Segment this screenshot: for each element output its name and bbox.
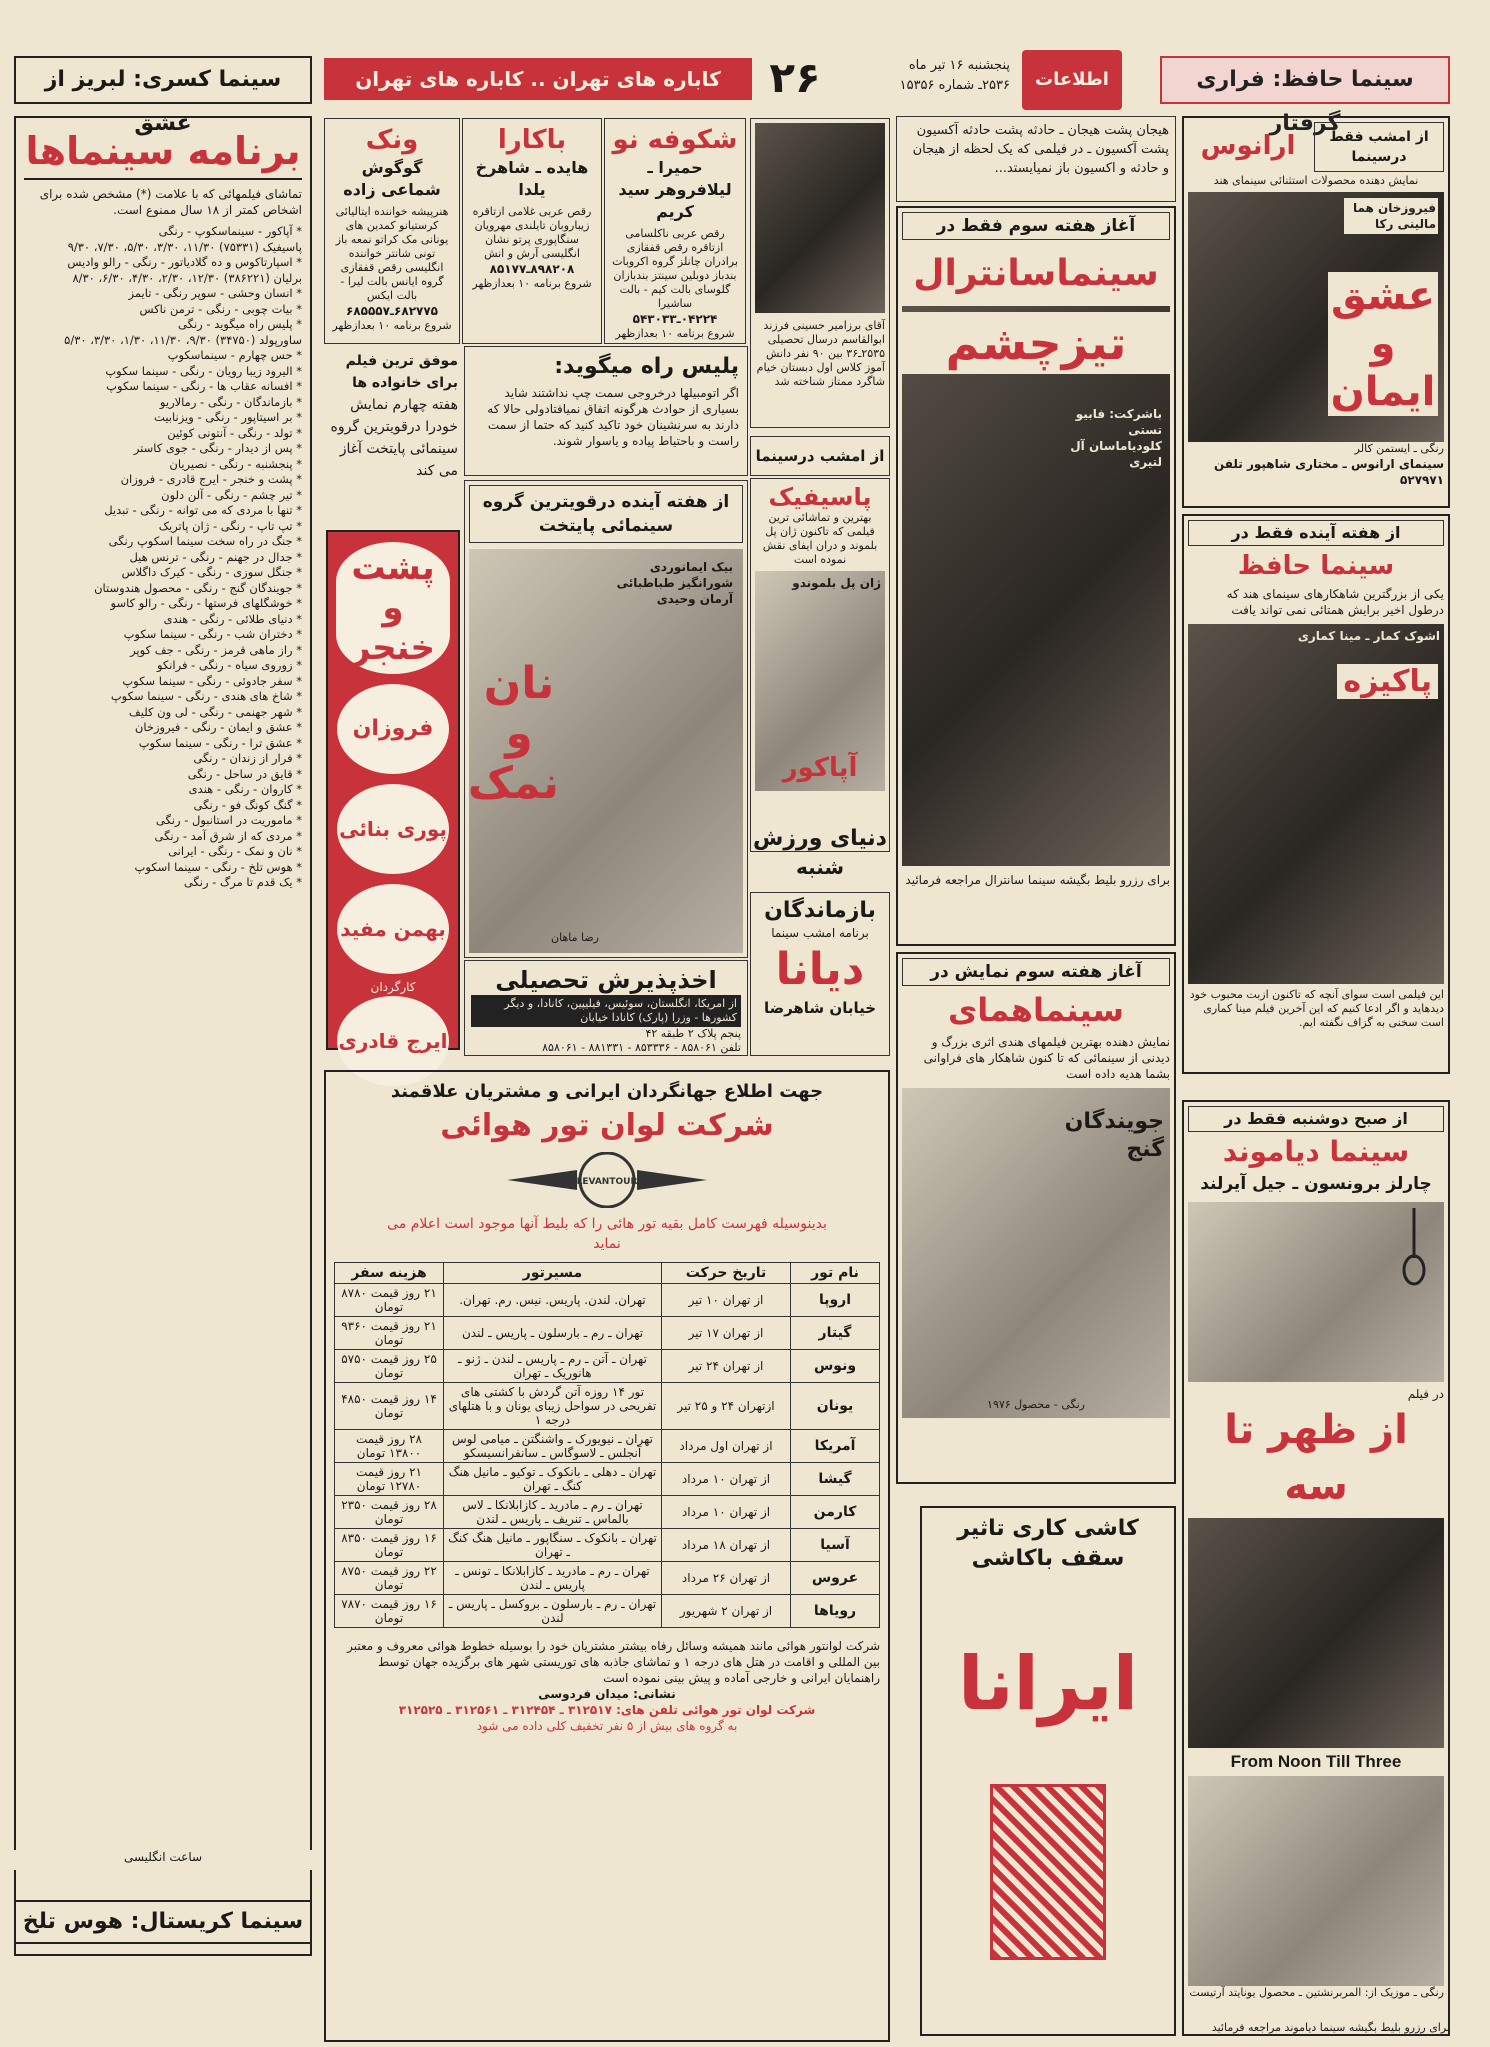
schedule-row: * انسان وحشی - سوپر رنگی - تایمز <box>128 286 302 300</box>
sport-sub: شنبه <box>795 855 845 879</box>
tour-cell-name: گیشا <box>791 1463 880 1496</box>
schedule-footer-text: ساعت انگلیسی <box>123 1850 203 1864</box>
schedule-row: * شاخ های هندی - رنگی - سینما سکوپ <box>110 689 302 703</box>
hafez-poster <box>1188 624 1444 984</box>
schedule-row: * ماموریت در استانبول - رنگی <box>155 813 302 827</box>
admission-body: از امریکا، انگلستان، سوئیس، فیلیپین، کانادا، و دیگر کشورها - وزرا (پارک) کانادا خیابان <box>471 995 741 1027</box>
schedule-row: * دنیای طلائی - رنگی - هندی <box>163 611 302 626</box>
tour-cell-date: از تهران ۱۸ مرداد <box>662 1529 791 1562</box>
diamond-credit: رنگی ـ موزیک از: المربرنشتین ـ محصول یونایتد آرتیست <box>1189 1986 1444 1999</box>
tour-cell-date: از تهران ۱۰ مرداد <box>662 1496 791 1529</box>
cabaret-stars: گوگوش شماعی زاده <box>343 158 441 199</box>
pasifik-star: ژان پل بلموندو <box>792 576 881 590</box>
paytakht-film: نان و نمک <box>467 658 559 809</box>
levantour-ad <box>324 1070 890 2042</box>
admission-hours: پنجم پلاک ۲ طبقه ۴۲ <box>645 1027 741 1040</box>
schedule-row: * گنگ کونگ فو - رنگی <box>193 797 302 812</box>
central-intro <box>896 116 1176 202</box>
homa-film: جویندگان گنج <box>1064 1109 1164 1162</box>
cabaret-baccara <box>462 118 602 344</box>
paytakht-title: از هفته آینده درقویترین گروه سینمائی پایتخت <box>469 485 743 543</box>
tour-cell-cost: ۲۱ روز قیمت ۹۳۶۰ تومان <box>335 1317 444 1350</box>
diana-cinema: دیانا <box>775 944 865 995</box>
schedule-row: * الیرود زیبا رویان - رنگی - سینما سکوپ <box>105 363 302 378</box>
diamond-poster-mid <box>1188 1518 1444 1748</box>
hero-ad-panel <box>326 530 460 1053</box>
page-number <box>760 48 830 108</box>
tour-row <box>335 1350 880 1383</box>
sport-title: دنیای ورزش <box>753 826 887 851</box>
hero-ad-title: موفق ترین فیلم برای خانواده ها <box>345 353 458 391</box>
schedule-row: * خوشگلهای فرستها - رنگی - رالو کاسو <box>110 596 302 610</box>
tour-cell-name: یونان <box>791 1383 880 1430</box>
tour-cell-route: تهران. لندن. پاریس. نیس. رم. تهران. <box>444 1284 662 1317</box>
schedule-title: برنامه سینماها <box>24 124 302 180</box>
diamond-stars: چارلز برونسون ـ جیل آیرلند <box>1200 1174 1432 1194</box>
left-banner-text: سینما کسری: لبریز از عشق <box>44 67 282 136</box>
sport-ad <box>750 824 890 890</box>
hafez-cinema: سینما حافظ <box>1237 551 1395 581</box>
pasifik-header: از امشب درسینما <box>755 447 885 465</box>
tour-cell-route: تهران ـ دهلی ـ بانکوک ـ توکیو ـ مانیل هنگ کنگ ـ تهران <box>444 1463 662 1496</box>
diamond-cinema: سینما دیاموند <box>1222 1135 1410 1168</box>
cabaret-banner-text: کاباره های تهران .. کاباره های تهران <box>355 67 721 91</box>
central-stars: باشرکت: فابیو تستی کلودیاماسان آل لتیری <box>1070 407 1162 469</box>
cabaret-phone: ۸۹۸۲۰۸ـ۸۵۱۷۷ <box>489 262 575 276</box>
tour-cell-route: تهران ـ نیویورک ـ واشنگتن ـ میامی لوس آنجلس ـ لاسوگاس ـ سانفرانسیسکو <box>444 1430 662 1463</box>
diamond-header: از صبح دوشنبه فقط در <box>1188 1106 1444 1132</box>
tour-row <box>335 1529 880 1562</box>
police-body: اگر اتومبیلها درخروجی سمت چپ نداشتند شاید بسیاری از حوادث هرگونه اتفاق نمیافتادولی حالا که دارند به سرنشینان خود تاکید کنید که حتما از سمت راست و باحتیاط پیاده و یاسوار شوند. <box>487 386 739 448</box>
date-line: پنجشنبه ۱۶ تیر ماه <box>908 58 1010 73</box>
hero-star-name: پوری بنائی <box>339 817 447 841</box>
tour-col-name: نام تور <box>791 1263 880 1284</box>
tour-list-line: بدینوسیله فهرست کامل بقیه تور هائی را که بلیط آنها موجود است اعلام می نماید <box>387 1216 827 1252</box>
tour-table-header <box>335 1263 880 1284</box>
tour-row <box>335 1317 880 1350</box>
hero-ad-text <box>324 346 462 528</box>
tour-cell-date: از تهران ۲۶ مرداد <box>662 1562 791 1595</box>
tour-col-route: مسیرتور <box>444 1263 662 1284</box>
schedule-row: * کاروان - رنگی - هندی <box>188 782 302 796</box>
hafez-film: پاکیزه <box>1337 664 1438 699</box>
paytakht-credit: رضا ماهان <box>551 931 599 944</box>
tour-cell-name: آمریکا <box>791 1430 880 1463</box>
left-banner <box>14 56 312 136</box>
diana-ad <box>750 892 890 1056</box>
tour-cell-date: از تهران ۲۴ تیر <box>662 1350 791 1383</box>
schedule-row: * اسپارتاکوس و ده گلادیاتور - رنگی - رالو وادیس <box>67 255 302 269</box>
schedule-row: * عشق ترا - رنگی - سینما سکوپ <box>138 735 302 750</box>
student-photo <box>755 123 885 313</box>
schedule-row: ساورپولد (۳۴۷۵۰) ۹/۳۰، ۱۱/۳۰، ۱/۳۰، ۳/۳۰، ۵/۳۰ <box>64 332 302 347</box>
tour-cell-route: تهران ـ رم ـ بارسلون ـ پاریس ـ لندن <box>444 1317 662 1350</box>
paytakht-poster <box>469 549 743 953</box>
tour-row <box>335 1496 880 1529</box>
diamond-ad <box>1182 1100 1450 2036</box>
aranus-poster <box>1188 192 1444 442</box>
diana-address: خیابان شاهرضا <box>763 999 877 1017</box>
tour-cell-route: تهران ـ رم ـ مادرید ـ کازابلانکا ـ لاس بالماس ـ تنریف ـ پاریس ـ لندن <box>444 1496 662 1529</box>
cabaret-stars: هایده ـ شاهرخ یلدا <box>475 158 589 199</box>
central-film: تیزچشم <box>902 312 1170 374</box>
hero-star-name: بهمن مفید <box>340 917 446 941</box>
tour-cell-name: ونوس <box>791 1350 880 1383</box>
issue-line: ۲۵۳۶ـ شماره ۱۵۳۵۶ <box>899 78 1010 93</box>
hero-star-2 <box>337 784 449 874</box>
tour-cell-cost: ۱۴ روز قیمت ۴۸۵۰ تومان <box>335 1383 444 1430</box>
pasifik-ad <box>750 436 890 476</box>
homa-body: نمایش دهنده بهترین فیلمهای هندی اثری بزرگ و دیدنی از سینمائی که تا کنون شاهکار های فراوانی بشما هدیه داده است <box>923 1035 1170 1081</box>
pasifik-poster-ad <box>750 478 890 852</box>
diamond-pre-title: در فیلم <box>1407 1387 1444 1401</box>
schedule-row: * دختران شب - رنگی - سینما سکوپ <box>123 627 302 641</box>
schedule-row: * سفر جادوئی - رنگی - سینما سکوپ <box>122 673 302 688</box>
kashi-ad <box>920 1506 1176 2036</box>
cabaret-time: شروع برنامه ۱۰ بعدازظهر <box>472 277 592 290</box>
cabaret-shokufe <box>604 118 746 344</box>
cabaret-time: شروع برنامه ۱۰ بعدازظهر <box>332 319 452 332</box>
tour-cell-route: تور ۱۴ روزه آتن گردش با کشتی های تفریحی در سواحل زیبای یونان و با هتلهای درجه ۱ <box>444 1383 662 1430</box>
police-title: پلیس راه میگوید: <box>554 354 739 379</box>
tour-row <box>335 1595 880 1628</box>
pasifik-film: آپاکور <box>782 753 858 783</box>
tour-cell-name: آسیا <box>791 1529 880 1562</box>
schedule-row: * جدال در جهنم - رنگی - ترنس هیل <box>129 549 302 564</box>
aranus-ad <box>1182 116 1450 508</box>
cabaret-time: شروع برنامه ۱۰ بعدازظهر <box>615 327 735 340</box>
paytakht-stars: بیک ایمانوردی شورانگیز طباطبائی آرمان وحیدی <box>616 560 733 606</box>
diana-title: بازماندگان <box>764 898 876 923</box>
tour-cell-cost: ۲۵ روز قیمت ۵۷۵۰ تومان <box>335 1350 444 1383</box>
logo <box>1022 50 1122 110</box>
tour-cell-date: از تهران ۱۰ تیر <box>662 1284 791 1317</box>
schedule-row: * قایق در ساحل - رنگی <box>187 766 302 781</box>
tour-cell-name: اروپا <box>791 1284 880 1317</box>
tour-table <box>334 1262 880 1628</box>
diana-sub: برنامه امشب سینما <box>771 926 869 940</box>
tour-cell-route: تهران ـ رم ـ بارسلون ـ بروکسل ـ پاریس ـ لندن <box>444 1595 662 1628</box>
aranus-header: از امشب فقط درسینما <box>1314 122 1444 172</box>
kashi-brand: ایرانا <box>957 1641 1139 1727</box>
cabaret-name: شکوفه نو <box>612 125 738 155</box>
schedule-row: * آپاکور - سینماسکوپ - رنگی <box>158 224 302 238</box>
schedule-row: * بیات چوبی - رنگی - ترمن ناکس <box>139 301 302 316</box>
schedule-list <box>24 224 302 891</box>
tour-cell-name: عروس <box>791 1562 880 1595</box>
schedule-footer-banner <box>14 1900 312 1944</box>
schedule-row: * پس از دیدار - رنگی - جوی کاستر <box>133 441 302 455</box>
schedule-row: * شهر جهنمی - رنگی - لی ون کلیف <box>128 704 302 719</box>
tour-cell-cost: ۲۱ روز قیمت ۸۷۸۰ تومان <box>335 1284 444 1317</box>
schedule-row: * تپ تاپ - رنگی - ژان پاتریک <box>158 518 302 533</box>
cabaret-stars: حمیرا ـ لیلافروهر سید کریم <box>618 158 732 221</box>
hero-star-3 <box>337 884 449 974</box>
homa-poster <box>902 1088 1170 1418</box>
tour-table-body <box>335 1284 880 1628</box>
central-ad <box>896 206 1176 946</box>
tour-cell-cost: ۱۶ روز قیمت ۸۳۵۰ تومان <box>335 1529 444 1562</box>
aranus-film: عشق و ایمان <box>1328 272 1438 416</box>
kashi-title: کاشی کاری تاثیر سقف باکاشی <box>957 1516 1139 1571</box>
tour-intro: جهت اطلاع جهانگردان ایرانی و مشتریان علاقمند <box>390 1081 824 1102</box>
schedule-row: * پنجشنبه - رنگی - نصیریان <box>169 456 302 471</box>
cabaret-details: رقص عربی غلامی ازتاقره زیباروبان تایلندی مهرویان سنگاپوری پرتو نشان انگلیسی آرش و انش <box>472 205 592 260</box>
hero-star-1 <box>337 684 449 774</box>
schedule-row: * تنها با مردی که می توانه - رنگی - تبدیل <box>104 503 302 517</box>
paytakht-ad <box>464 480 748 958</box>
central-footer: برای رزرو بلیط بگیشه سینما سانترال مراجعه فرمائید <box>905 873 1170 887</box>
tour-wings-icon <box>507 1152 707 1208</box>
tour-emblem-text: LEVANTOUR <box>576 1177 638 1187</box>
tour-cell-cost: ۱۶ روز قیمت ۷۸۷۰ تومان <box>335 1595 444 1628</box>
homa-credit: رنگی - محصول ۱۹۷۶ <box>987 1398 1085 1411</box>
logo-text: اطلاعات <box>1035 69 1109 90</box>
homa-ad <box>896 952 1176 1484</box>
tour-discount: به گروه های بیش از ۵ نفر تخفیف کلی داده می شود <box>476 1719 738 1733</box>
tour-row <box>335 1284 880 1317</box>
tour-row <box>335 1430 880 1463</box>
hero-director-label: کارگردان <box>370 980 416 994</box>
schedule-row: * مردی که از شرق آمد - رنگی <box>154 828 302 843</box>
hafez-body: یکی از بزرگترین شاهکارهای سینمای هند که درطول اخیر برایش همتائی نمی تواند یافت <box>1226 587 1444 617</box>
tour-cell-date: از تهران ۱۰ مرداد <box>662 1463 791 1496</box>
diamond-english: From Noon Till Three <box>1230 1752 1402 1771</box>
tour-cell-route: تهران ـ بانکوک ـ سنگاپور ـ مانیل هنگ کنگ ـ تهران <box>444 1529 662 1562</box>
kashi-door <box>990 1784 1106 1960</box>
pasifik-poster <box>755 571 885 791</box>
student-caption: آقای برزامیر حسینی فرزند ابوالقاسم درسال تحصیلی ۲۵۳۵ـ۳۶ بین ۹۰ نفر دانش آموز کلاس اول دبستان خیام شاگرد ممتاز شناخته شد <box>756 319 885 388</box>
date-block <box>840 56 1010 104</box>
tour-cell-route: تهران ـ رم ـ مادرید ـ کازابلانکا ـ تونس ـ پاریس ـ لندن <box>444 1562 662 1595</box>
schedule-intro: تماشای فیلمهائی که با علامت (*) مشخص شده برای اشخاص کمتر از ۱۸ سال ممنوع است. <box>39 187 302 217</box>
hero-star-name: فروزان <box>352 716 434 741</box>
central-cinema: سینماسانترال <box>913 253 1159 294</box>
tour-cell-date: از تهران اول مرداد <box>662 1430 791 1463</box>
pasifik-body: بهترین و تماشائی ترین فیلمی که تاکنون ژان پل بلموند و دران ایفای نقش نموده است <box>762 511 878 566</box>
cabaret-details: هنرپیشه خواننده ایتالیائی کرستیانو کمدین های یونانی مک کراتو نمعه باز تونی شانتر خواننده انگلیسی رقص قفقازی گروه ایانس بالت لیرا - بالت ایکس <box>335 205 449 302</box>
tour-cell-name: رویاها <box>791 1595 880 1628</box>
schedule-row: * تیر چشم - رنگی - آلن دلون <box>161 487 302 502</box>
schedule-row: * پشت و خنجر - ایرج قادری - فروزان <box>120 472 302 486</box>
schedule-row: * تولد - رنگی - آنتونی کوئین <box>167 425 302 440</box>
central-poster <box>902 306 1170 866</box>
schedule-row: * جنگ در راه سخت سینما اسکوپ رنگی <box>108 534 302 548</box>
tour-footer: شرکت لوانتور هوائی مانند همیشه وسائل رفاه بیشتر مشتریان خود را بوسیله خطوط هوائی معروف و معتبر بین المللی و اقامت در هتل های درجه ۱ و تماشای جاذبه های توریستی شهر های برگزیده جهان توسط راهنمایان ایرانی و خارجی آماده و پیش بینی نموده است <box>347 1639 880 1685</box>
hafez-ad <box>1182 514 1450 1074</box>
tour-cell-cost: ۲۱ روز قیمت ۱۲۷۸۰ تومان <box>335 1463 444 1496</box>
hero-ad-body: هفته چهارم نمایش خودرا درقویترین گروه سینمائی پایتخت آغاز می کند <box>330 397 458 479</box>
tour-row <box>335 1463 880 1496</box>
schedule-row: برلیان (۳۸۶۲۲۱) ۱۲/۳۰، ۲/۳۰، ۴/۳۰، ۶/۳۰، ۸/۳۰ <box>72 270 302 285</box>
schedule-row: * جنگل سوزی - رنگی - کیرک داگلاس <box>121 565 302 579</box>
hafez-stars: اشوک کمار ـ مینا کماری <box>1297 629 1440 643</box>
admission-ad <box>464 960 748 1056</box>
schedule-footer-banner-text: سینما کریستال: هوس تلخ <box>22 1909 304 1934</box>
schedule-row: * جویندگان گنج - رنگی - محصول هندوستان <box>94 580 302 595</box>
tour-phones: شرکت لوان تور هوائی تلفن های: ۳۱۲۵۱۷ ـ ۳۱۲۴۵۴ ـ ۳۱۲۵۶۱ ـ ۳۱۲۵۲۵ <box>398 1703 816 1717</box>
schedule-row: * نان و نمک - رنگی - ایرانی <box>168 844 302 858</box>
central-intro-text: هیجان پشت هیجان ـ حادثه پشت حادثه آکسیون پشت آکسیون ـ در فیلمی که یک لحظه از هیجان و حادثه و اکسیون باز نمیایستد... <box>912 123 1169 176</box>
hafez-caption: این فیلمی است سوای آنچه که تاکنون ازبت محبوب خود دیدهاید و اگر ادعا کنیم که این آخرین فیلم مینا کماری است سخنی به گزاف نگفته ایم. <box>1189 988 1444 1029</box>
cabaret-vanak <box>324 118 460 344</box>
tour-cell-cost: ۲۸ روز قیمت ۱۳۸۰۰ تومان <box>335 1430 444 1463</box>
schedule-row: * پلیس راه میگوید - رنگی <box>178 317 302 331</box>
tour-cell-date: از تهران ۲ شهریور <box>662 1595 791 1628</box>
central-header: آغاز هفته سوم فقط در <box>902 212 1170 240</box>
cinema-schedule <box>14 116 312 1956</box>
homa-cinema: سینماهمای <box>947 991 1125 1029</box>
tour-row <box>335 1383 880 1430</box>
schedule-row: * عشق و ایمان - رنگی - فیروزخان <box>134 720 302 734</box>
tour-col-cost: هزینه سفر <box>335 1263 444 1284</box>
cabaret-name: باکارا <box>497 125 567 155</box>
right-banner-text: سینما حافظ: فراری گرفتار <box>1196 67 1414 136</box>
cabaret-phone: ۶۸۲۷۷۵ـ۶۸۵۵۵۷ <box>345 304 438 318</box>
tour-cell-date: از تهران ۱۷ تیر <box>662 1317 791 1350</box>
diamond-footer-text: برای رزرو بلیط بگیشه سینما دیاموند مراجعه فرمائید <box>1211 2021 1450 2034</box>
schedule-row: پاسیفیک (۷۵۳۳۱) ۱۱/۳۰، ۳/۳۰، ۵/۳۰، ۷/۳۰، ۹/۳۰ <box>67 239 302 254</box>
tour-cell-name: گیتار <box>791 1317 880 1350</box>
tour-emblem <box>334 1150 880 1210</box>
hero-star-name: ایرج قادری <box>338 1029 448 1053</box>
tour-cell-cost: ۲۲ روز قیمت ۸۷۵۰ تومان <box>335 1562 444 1595</box>
schedule-row: * زوروی سیاه - رنگی - فرانکو <box>156 658 302 672</box>
cabaret-details: رقص عربی ناکلسامی ازتاقره رقص قفقازی برادران چانلز گروه اکروبات بندباز دوبلین سینتز بندبازان گلوسای بالت کیم - بالت ساشیرا <box>612 227 738 310</box>
tour-cell-date: ازتهران ۲۴ و ۲۵ تیر <box>662 1383 791 1430</box>
aranus-footer: سینمای ارانوس ـ مختاری شاهپور تلفن ۵۲۷۹۷۱ <box>1213 457 1444 487</box>
schedule-row: * یک قدم تا مرگ - رنگی <box>183 875 302 889</box>
page-number-text: ۲۶ <box>769 53 821 102</box>
diamond-poster-top <box>1188 1202 1444 1382</box>
police-ad <box>464 346 748 476</box>
cabaret-banner <box>324 58 752 100</box>
diamond-film: از ظهر تا سه <box>1224 1407 1408 1509</box>
diamond-footer <box>1182 2020 1450 2038</box>
pasifik-cinema: پاسیفیک <box>768 483 872 511</box>
hafez-header: از هفته آینده فقط در <box>1188 520 1444 546</box>
tour-address: نشانی: میدان فردوسی <box>538 1687 676 1701</box>
homa-header: آغاز هفته سوم نمایش در <box>902 958 1170 986</box>
tour-cell-route: تهران ـ آتن ـ رم ـ پاریس ـ لندن ـ ژنو ـ هانوریک ـ تهران <box>444 1350 662 1383</box>
aranus-cinema: ارانوس <box>1200 131 1296 161</box>
schedule-row: * افسانه عقاب ها - رنگی - سینما سکوپ <box>106 379 302 393</box>
tour-row <box>335 1562 880 1595</box>
aranus-sub: نمایش دهنده محصولات استثنائی سینمای هند <box>1213 174 1419 187</box>
cabaret-name: ونک <box>365 125 419 155</box>
schedule-row: * هوس تلخ - رنگی - سینما اسکوپ <box>134 859 302 874</box>
tour-company: شرکت لوان تور هوائی <box>440 1108 774 1143</box>
admission-title: اخذپذیرش تحصیلی <box>495 966 717 994</box>
aranus-credit: رنگی ـ ایستمن کالر <box>1354 442 1444 455</box>
cabaret-phone: ۰۴۲۲۴ـ۵۴۳۰۳۳ <box>632 312 718 326</box>
schedule-row: * حس چهارم - سینماسکوپ <box>167 348 302 362</box>
diamond-poster-bottom <box>1188 1776 1444 1986</box>
schedule-row: * بر اسیتاپور - رنگی - ویزنابیت <box>154 410 302 424</box>
admission-phones: تلفن ۸۵۸۰۶۱ - ۸۵۳۳۳۶ - ۸۸۱۳۳۱ - ۸۵۸۰۶۱ <box>542 1041 741 1054</box>
student-ad <box>750 118 890 428</box>
noose-icon <box>1394 1208 1434 1288</box>
aranus-stars: فیروزخان هما مالینی رکا <box>1344 198 1438 234</box>
tour-cell-name: کارمن <box>791 1496 880 1529</box>
hero-ad-film: پشت و خنجر <box>336 542 450 674</box>
right-banner <box>1160 56 1450 136</box>
tour-cell-cost: ۲۸ روز قیمت ۲۳۵۰ تومان <box>335 1496 444 1529</box>
schedule-row: * فرار از زندان - رنگی <box>193 751 302 765</box>
tour-col-date: تاریخ حرکت <box>662 1263 791 1284</box>
schedule-row: * بازماندگان - رنگی - رمالاریو <box>159 394 302 409</box>
schedule-row: * راز ماهی قرمز - رنگی - جف کوپر <box>130 642 302 657</box>
schedule-footer-line <box>14 1850 312 1870</box>
